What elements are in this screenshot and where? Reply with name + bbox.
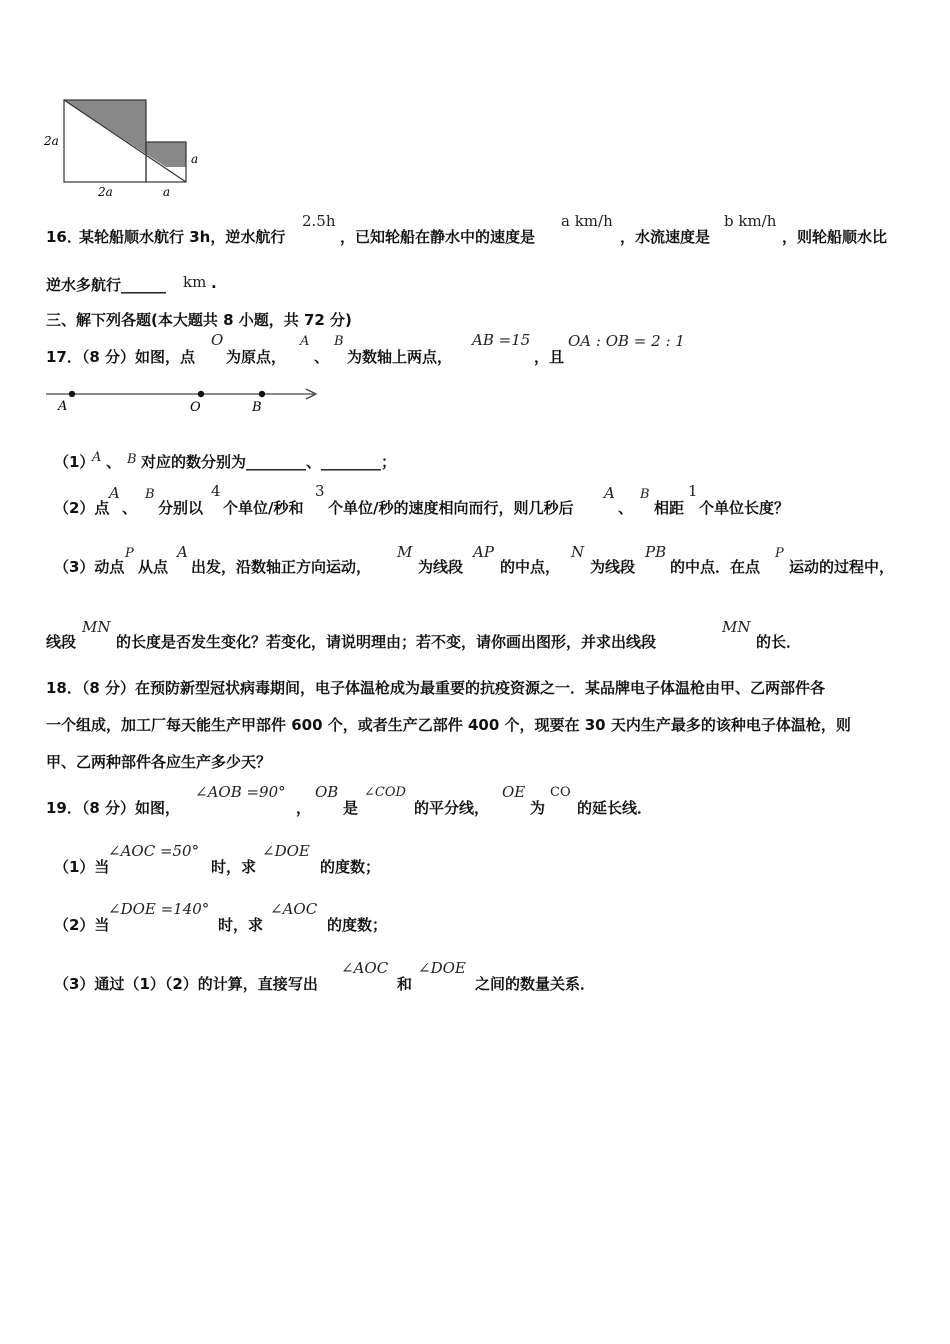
q16-number: 16． <box>46 228 82 246</box>
q17-p3-text-4: 的中点， <box>500 558 561 576</box>
label-O: O <box>190 400 201 415</box>
q17-text-2: 为原点， <box>226 348 287 366</box>
q18-line-1: 18．（8 分）在预防新型冠状病毒期间，电子体温枪成为最重要的抗疫资源之一．某品牌电子体温枪由甲、乙两部件各 <box>46 679 826 697</box>
point-O <box>198 391 204 397</box>
q19-p2-math-1: ∠DOE =140° <box>108 900 210 918</box>
q19-comma: ， <box>296 799 312 817</box>
q17-p2-num-3: 3 <box>315 482 325 500</box>
label-B: B <box>252 400 262 415</box>
q17-p3-line2-a: 线段 <box>46 633 77 651</box>
q17-p3-line2-b: 的长度是否发生变化？若变化，请说明理由；若不变，请你画出图形，并求出线段 <box>116 633 657 651</box>
q17-sep: 、 <box>314 348 330 366</box>
q19-p1-text-2: 的度数； <box>320 858 381 876</box>
q19-math-3: ∠COD <box>364 785 406 800</box>
q19-text-3: 的平分线， <box>414 799 490 817</box>
q16-text-3: ，水流速度是 <box>620 228 711 246</box>
q17-p1-sep: 、 <box>106 453 122 471</box>
q19-math-2: OB <box>315 783 339 801</box>
q19-math-1: ∠AOB =90° <box>195 783 286 801</box>
q18-line-2: 一个组成，加工厂每天能生产甲部件 600 个，或者生产乙部件 400 个，现要在 30 天内生产最多的该种电子体温枪，则 <box>46 716 851 734</box>
q17-p3-line2-c: 的长． <box>756 633 802 651</box>
q17-math-2: OA : OB = 2 : 1 <box>568 332 685 350</box>
q19-p1-label: （1）当 <box>54 858 110 876</box>
q17-p2-num-4: 4 <box>211 482 221 500</box>
q17-p1-A: A <box>92 450 102 465</box>
point-B <box>259 391 265 397</box>
q17-p3-M: M <box>397 543 413 561</box>
q19-p3-text-1: 和 <box>397 975 413 993</box>
q19-text-5: 的延长线． <box>577 799 653 817</box>
q19-math-5: CO <box>550 785 571 800</box>
q19-p3-math-1: ∠AOC <box>341 959 389 977</box>
q17-p2-A: A <box>109 484 120 502</box>
shaded-region <box>64 100 186 167</box>
q19-p3-label: （3）通过（1）（2）的计算，直接写出 <box>54 975 318 993</box>
q17-p2-num-1: 1 <box>688 482 698 500</box>
q16-end: . <box>211 274 217 292</box>
q17-p2-sep2: 、 <box>618 499 634 517</box>
q17-p2-B2: B <box>640 487 650 502</box>
label-left: 2a <box>44 134 59 148</box>
q17-head: 17．（8 分）如图，点 <box>46 348 196 366</box>
q19-p1-math-1: ∠AOC =50° <box>108 842 200 860</box>
q17-p1-label: （1） <box>54 453 95 471</box>
q17-p1-B: B <box>127 452 137 467</box>
q16-line-2: 逆水多航行______ <box>46 276 167 294</box>
q17-p3-PB: PB <box>645 543 667 561</box>
q17-p2-B: B <box>145 487 155 502</box>
label-A: A <box>58 399 68 414</box>
q17-O: O <box>211 331 224 349</box>
q17-p1-text: 对应的数分别为________、________； <box>141 453 397 471</box>
q17-A: A <box>300 334 310 349</box>
q17-text-4: ，且 <box>534 348 565 366</box>
number-line <box>40 380 330 418</box>
q17-p3-text-5: 为线段 <box>590 558 636 576</box>
q19-p3-text-2: 之间的数量关系． <box>475 975 596 993</box>
q17-p3-P2: P <box>775 546 784 561</box>
q17-p3-label: （3）动点 <box>54 558 125 576</box>
q17-p3-text-1: 从点 <box>138 558 169 576</box>
q17-p3-MN2: MN <box>722 618 751 636</box>
q16-math-2: a km/h <box>561 212 613 230</box>
q17-p3-MN: MN <box>82 618 111 636</box>
q16-text-1: 某轮船顺水航行 3h，逆水航行 <box>79 228 286 246</box>
q16-math-1: 2.5h <box>302 212 336 230</box>
q17-text-3: 为数轴上两点， <box>347 348 453 366</box>
q19-math-4: OE <box>502 783 526 801</box>
q17-p2-sep: 、 <box>122 499 138 517</box>
q17-B: B <box>334 334 344 349</box>
q17-math-1: AB =15 <box>472 331 531 349</box>
section-3-heading: 三、解下列各题(本大题共 8 小题，共 72 分) <box>46 311 352 329</box>
q17-p2-label: （2）点 <box>54 499 110 517</box>
q17-p3-AP: AP <box>473 543 494 561</box>
q19-head: 19．（8 分）如图， <box>46 799 181 817</box>
q17-p3-A: A <box>177 543 188 561</box>
q17-p3-text-2: 出发，沿数轴正方向运动， <box>191 558 372 576</box>
label-bottom-right: a <box>163 185 171 199</box>
q17-p2-A2: A <box>604 484 615 502</box>
q16-unit: km <box>183 273 207 291</box>
label-bottom-left: 2a <box>98 185 113 199</box>
q17-p2-text-3: 个单位/秒的速度相向而行，则几秒后 <box>328 499 574 517</box>
q19-p1-text-1: 时，求 <box>211 858 257 876</box>
q19-p1-math-2: ∠DOE <box>262 842 310 860</box>
q16-text-2: ，已知轮船在静水中的速度是 <box>340 228 536 246</box>
q19-p2-text-1: 时，求 <box>218 916 264 934</box>
q19-text-2: 是 <box>343 799 359 817</box>
q17-p3-text-7: 运动的过程中， <box>789 558 895 576</box>
q19-p2-math-2: ∠AOC <box>270 900 318 918</box>
q17-p2-text-1: 分别以 <box>158 499 204 517</box>
square-figure <box>40 92 210 202</box>
q19-p3-math-2: ∠DOE <box>418 959 466 977</box>
q17-p2-text-5: 个单位长度？ <box>699 499 790 517</box>
q17-p3-N: N <box>571 543 585 561</box>
label-right: a <box>191 152 199 166</box>
q16-math-3: b km/h <box>724 212 777 230</box>
q18-line-3: 甲、乙两种部件各应生产多少天？ <box>46 753 272 771</box>
q19-p2-text-2: 的度数； <box>327 916 388 934</box>
q19-p2-label: （2）当 <box>54 916 110 934</box>
point-A <box>69 391 75 397</box>
q19-text-4: 为 <box>530 799 546 817</box>
q17-p2-text-2: 个单位/秒和 <box>223 499 304 517</box>
q16-text-4: ，则轮船顺水比 <box>782 228 888 246</box>
q17-p2-text-4: 相距 <box>654 499 685 517</box>
q17-p3-text-3: 为线段 <box>418 558 464 576</box>
q17-p3-text-6: 的中点．在点 <box>670 558 761 576</box>
q17-p3-P: P <box>125 546 134 561</box>
